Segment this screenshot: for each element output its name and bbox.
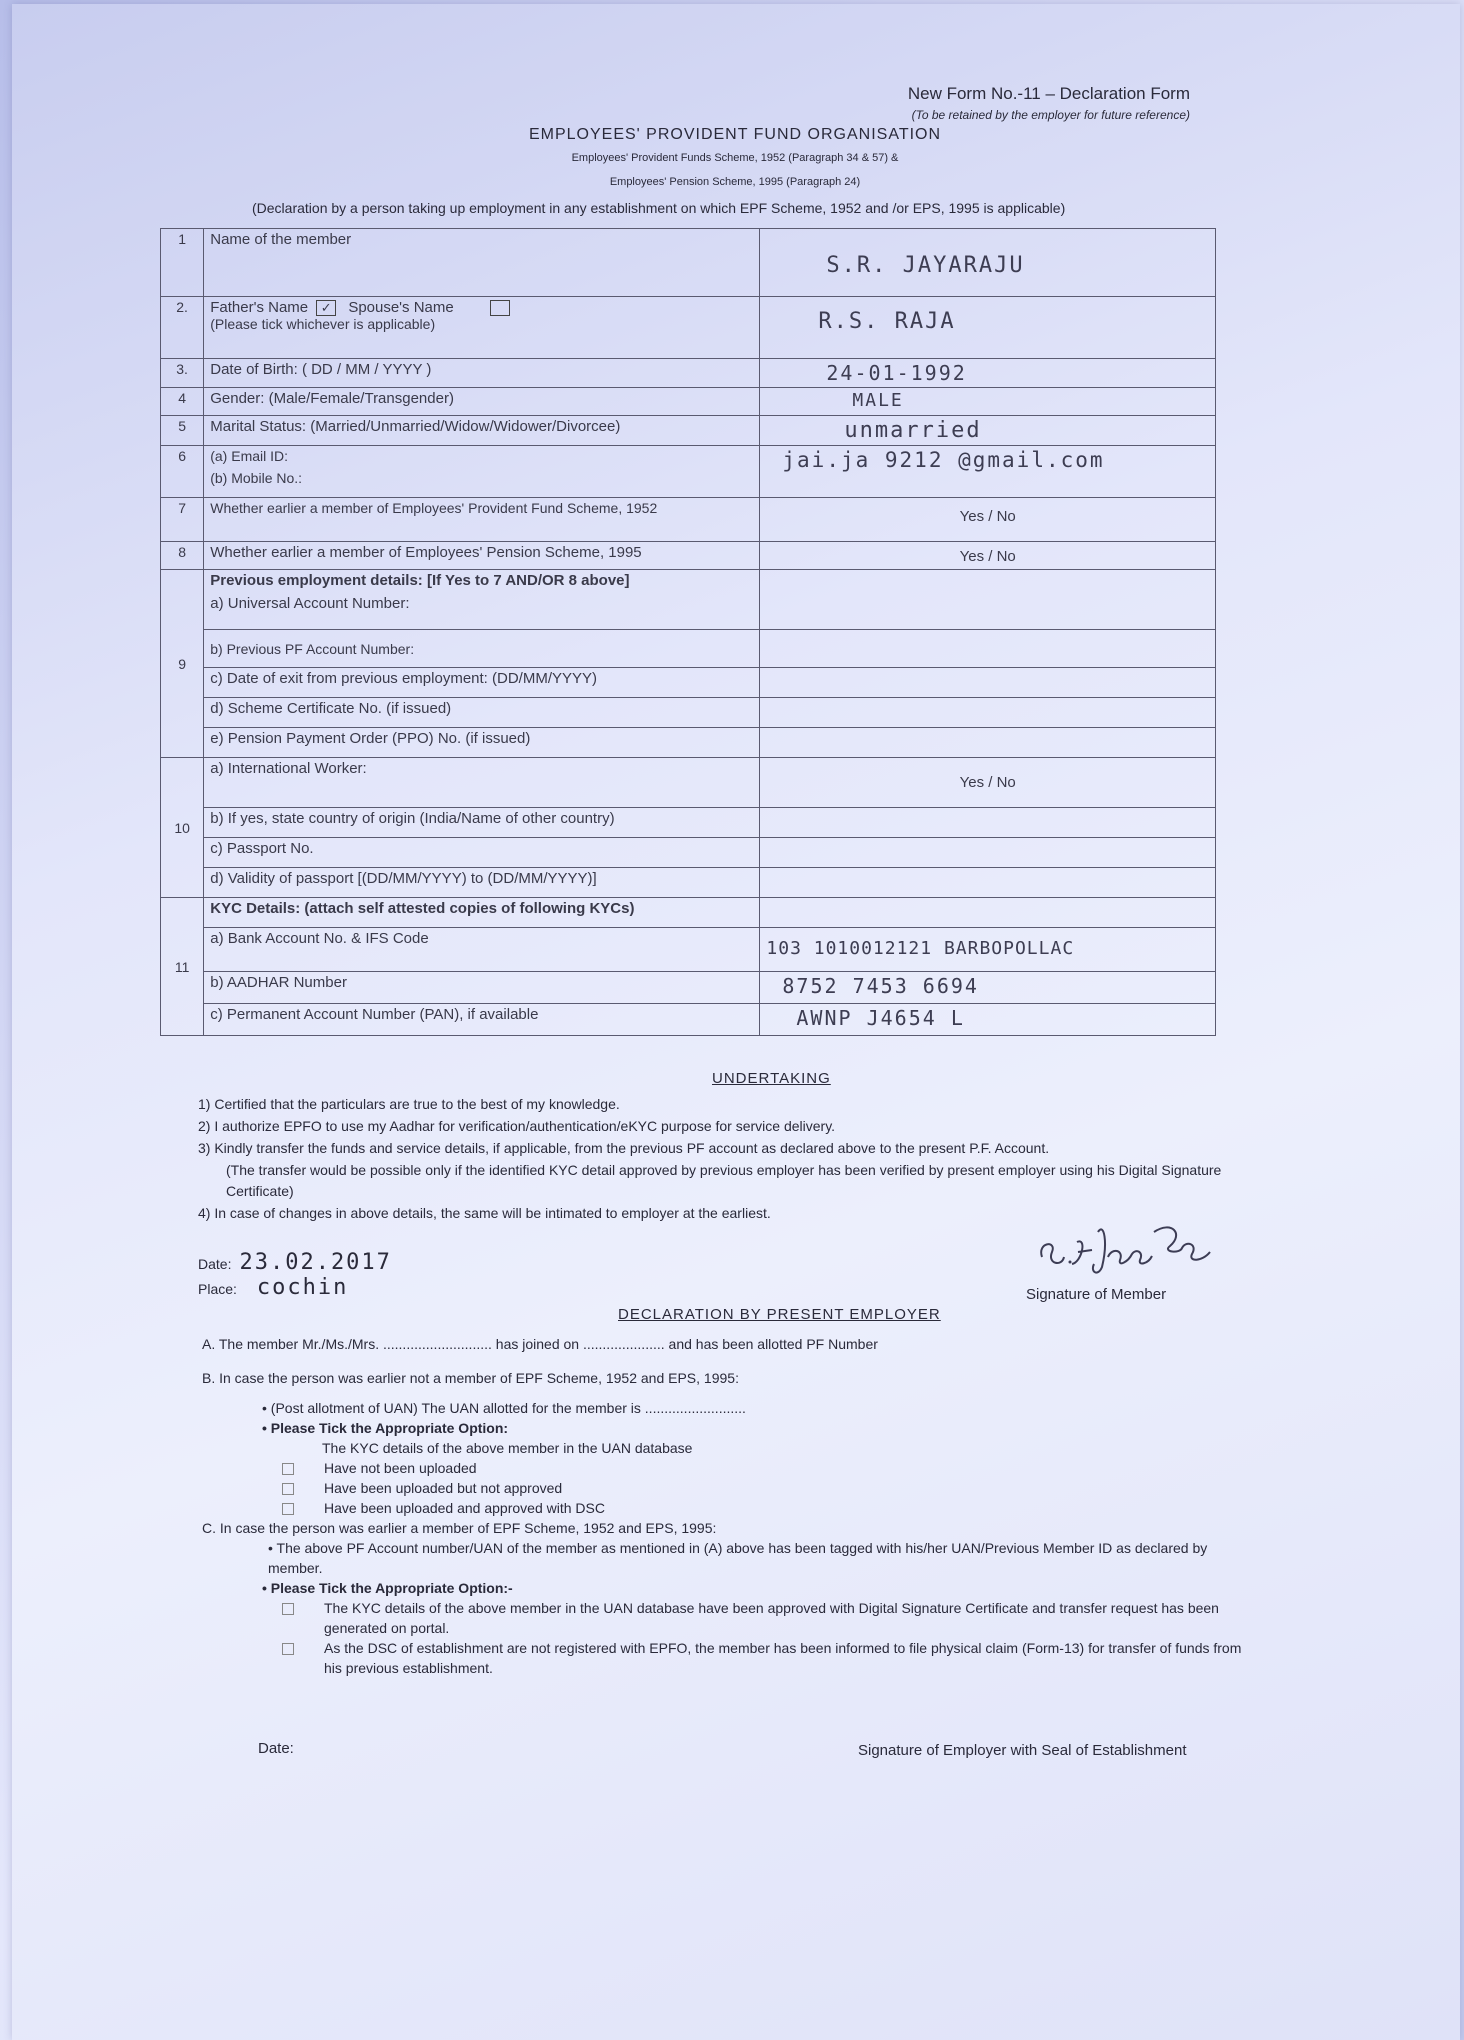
tick-option-heading: • Please Tick the Appropriate Option: xyxy=(262,1420,509,1436)
undertaking-item: 2) I authorize EPFO to use my Aadhar for verification/authentication/eKYC purpose for service delivery. xyxy=(198,1118,836,1134)
employer-item-b: B. In case the person was earlier not a member of EPF Scheme, 1952 and EPS, 1995: xyxy=(202,1370,739,1386)
scheme-line-1: Employees' Provident Funds Scheme, 1952 (Paragraph 34 & 57) & xyxy=(571,152,899,164)
undertaking-item: (The transfer would be possible only if the identified KYC detail approved by previous employer has been verified by present employer using his Digital Signature Certificate) xyxy=(226,1162,1222,1199)
international-worker-value: Yes / No xyxy=(959,774,1016,791)
passport-validity-label: d) Validity of passport [(DD/MM/YYYY) to (DD/MM/YYYY)] xyxy=(204,868,760,898)
aadhar-field[interactable] xyxy=(760,972,1216,1004)
member-place-label: Place: xyxy=(198,1281,237,1297)
passport-no-field[interactable] xyxy=(760,838,1216,868)
father-spouse-label xyxy=(204,297,760,359)
country-of-origin-label: b) If yes, state country of origin (India/Name of other country) xyxy=(204,808,760,838)
member-signature-label: Signature of Member xyxy=(1026,1286,1167,1303)
option-label: As the DSC of establishment are not registered with EPFO, the member has been informed to file physical claim (Form-13) for transfer of funds from his previous establishment. xyxy=(324,1640,1242,1676)
dob-value: 24-01-1992 xyxy=(826,361,967,385)
previous-employment-label xyxy=(204,570,760,630)
tagged-line: • The above PF Account number/UAN of the member as mentioned in (A) above has been tagged with his/her UAN/Previous Member ID as declared by member. xyxy=(268,1540,1208,1576)
exit-date-field[interactable] xyxy=(760,668,1216,698)
member-date-label: Date: xyxy=(198,1256,232,1272)
row-number: 9 xyxy=(161,570,204,758)
name-value: S.R. JAYARAJU xyxy=(826,253,1025,278)
spouse-name-label: Spouse's Name xyxy=(348,299,454,316)
dob-field[interactable] xyxy=(760,359,1216,388)
eps-member-value: Yes / No xyxy=(959,548,1016,565)
employer-date-label: Date: xyxy=(258,1740,294,1757)
name-label: Name of the member xyxy=(204,229,760,297)
father-name-field[interactable] xyxy=(760,297,1216,359)
passport-validity-field[interactable] xyxy=(760,868,1216,898)
aadhar-value: 8752 7453 6694 xyxy=(782,974,979,998)
gender-field[interactable] xyxy=(760,388,1216,416)
row-number: 11 xyxy=(161,898,204,1036)
epf-member-yes-no[interactable] xyxy=(760,498,1216,542)
previous-pf-field[interactable] xyxy=(760,630,1216,668)
option-label: Have been uploaded but not approved xyxy=(324,1480,563,1496)
declaration-line: (Declaration by a person taking up employment in any establishment on which EPF Scheme, 1952 and /or EPS, 1995 is applicable) xyxy=(252,200,1066,216)
name-field[interactable] xyxy=(760,229,1216,297)
tick-option-heading-c: • Please Tick the Appropriate Option:- xyxy=(262,1580,513,1596)
row-number: 4 xyxy=(161,388,204,416)
marital-status-label: Marital Status: (Married/Unmarried/Widow/Widower/Divorcee) xyxy=(204,416,760,446)
tick-note: (Please tick whichever is applicable) xyxy=(210,316,436,333)
member-signature xyxy=(1032,1212,1232,1282)
option-checkbox[interactable] xyxy=(282,1643,294,1655)
ppo-label: e) Pension Payment Order (PPO) No. (if issued) xyxy=(204,728,760,758)
spouse-checkbox[interactable] xyxy=(490,300,510,316)
option-checkbox[interactable] xyxy=(282,1483,294,1495)
scheme-line-2: Employees' Pension Scheme, 1995 (Paragraph 24) xyxy=(609,176,861,188)
row-number: 2. xyxy=(161,297,204,359)
uan-allotted-line: • (Post allotment of UAN) The UAN allotted for the member is .......................... xyxy=(262,1400,746,1416)
marital-status-field[interactable] xyxy=(760,416,1216,446)
pan-field[interactable] xyxy=(760,1004,1216,1036)
pan-value: AWNP J4654 L xyxy=(796,1006,965,1030)
international-worker-yes-no[interactable] xyxy=(760,758,1216,808)
row-number: 1 xyxy=(161,229,204,297)
option-checkbox[interactable] xyxy=(282,1463,294,1475)
undertaking-item: 4) In case of changes in above details, the same will be intimated to employer at the earliest. xyxy=(198,1205,771,1221)
kyc-database-line: The KYC details of the above member in the UAN database xyxy=(322,1440,693,1456)
employer-declaration-title: DECLARATION BY PRESENT EMPLOYER xyxy=(618,1306,941,1323)
row-number: 5 xyxy=(161,416,204,446)
previous-pf-label: b) Previous PF Account Number: xyxy=(204,630,760,668)
undertaking-title: UNDERTAKING xyxy=(712,1070,831,1087)
member-place-value: cochin xyxy=(256,1275,349,1300)
scheme-certificate-label: d) Scheme Certificate No. (if issued) xyxy=(204,698,760,728)
passport-no-label: c) Passport No. xyxy=(204,838,760,868)
email-label: (a) Email ID: xyxy=(210,448,289,464)
gender-value: MALE xyxy=(852,390,904,411)
member-date-value: 23.02.2017 xyxy=(239,1250,392,1275)
exit-date-label: c) Date of exit from previous employment: (DD/MM/YYYY) xyxy=(204,668,760,698)
undertaking-item: 3) Kindly transfer the funds and service details, if applicable, from the previous PF account as declared above to the present P.F. Account. xyxy=(198,1140,1050,1156)
kyc-heading-field xyxy=(760,898,1216,928)
pan-label: c) Permanent Account Number (PAN), if available xyxy=(204,1004,760,1036)
row-number: 8 xyxy=(161,542,204,570)
employer-signature-label: Signature of Employer with Seal of Establishment xyxy=(858,1742,1187,1759)
aadhar-label: b) AADHAR Number xyxy=(204,972,760,1004)
form-paper xyxy=(12,4,1460,2040)
row-number: 6 xyxy=(161,446,204,498)
uan-field[interactable] xyxy=(760,570,1216,630)
option-row[interactable] xyxy=(202,1638,1242,1678)
father-checkbox[interactable]: ✓ xyxy=(316,300,336,316)
employer-declaration xyxy=(202,1334,1242,1678)
contact-label xyxy=(204,446,760,498)
option-label: Have not been uploaded xyxy=(324,1460,477,1476)
mobile-label: (b) Mobile No.: xyxy=(210,470,303,486)
scheme-certificate-field[interactable] xyxy=(760,698,1216,728)
previous-employment-heading: Previous employment details: [If Yes to 7 AND/OR 8 above] xyxy=(210,572,630,589)
kyc-heading: KYC Details: (attach self attested copies of following KYCs) xyxy=(204,898,760,928)
epf-member-label: Whether earlier a member of Employees' Provident Fund Scheme, 1952 xyxy=(204,498,760,542)
form-number: New Form No.-11 – Declaration Form xyxy=(907,84,1190,103)
eps-member-label: Whether earlier a member of Employees' Pension Scheme, 1995 xyxy=(204,542,760,570)
row-number: 7 xyxy=(161,498,204,542)
marital-status-value: unmarried xyxy=(844,418,982,443)
option-label: The KYC details of the above member in the UAN database have been approved with Digital Signature Certificate and transfer request has been generated on portal. xyxy=(324,1600,1219,1636)
dob-label: Date of Birth: ( DD / MM / YYYY ) xyxy=(204,359,760,388)
bank-account-field[interactable] xyxy=(760,928,1216,972)
option-checkbox[interactable] xyxy=(282,1503,294,1515)
email-value: jai.ja 9212 @gmail.com xyxy=(782,448,1105,472)
ppo-field[interactable] xyxy=(760,728,1216,758)
email-field[interactable] xyxy=(760,446,1216,498)
option-row[interactable] xyxy=(202,1478,1242,1498)
employer-item-c: C. In case the person was earlier a member of EPF Scheme, 1952 and EPS, 1995: xyxy=(202,1520,717,1536)
country-of-origin-field[interactable] xyxy=(760,808,1216,838)
row-number: 10 xyxy=(161,758,204,898)
epf-member-value: Yes / No xyxy=(959,508,1016,525)
row-number: 3. xyxy=(161,359,204,388)
organisation-title: EMPLOYEES' PROVIDENT FUND ORGANISATION xyxy=(528,126,942,143)
eps-member-yes-no[interactable] xyxy=(760,542,1216,570)
undertaking-item: 1) Certified that the particulars are true to the best of my knowledge. xyxy=(198,1096,620,1112)
bank-account-label: a) Bank Account No. & IFS Code xyxy=(204,928,760,972)
uan-label: a) Universal Account Number: xyxy=(210,595,410,612)
option-row[interactable] xyxy=(202,1598,1242,1638)
international-worker-label: a) International Worker: xyxy=(204,758,760,808)
gender-label: Gender: (Male/Female/Transgender) xyxy=(204,388,760,416)
undertaking-list xyxy=(198,1094,1238,1225)
option-label: Have been uploaded and approved with DSC xyxy=(324,1500,605,1516)
member-details-table xyxy=(160,228,1216,1036)
father-name-label: Father's Name xyxy=(210,299,309,316)
retained-note: (To be retained by the employer for future reference) xyxy=(911,108,1190,122)
option-checkbox[interactable] xyxy=(282,1603,294,1615)
bank-account-value: 103 1010012121 BARBOPOLLAC xyxy=(766,938,1075,959)
member-date-place xyxy=(198,1250,392,1300)
employer-item-a: A. The member Mr./Ms./Mrs. ............................ has joined on ..................... and has been allotted PF Number xyxy=(202,1336,878,1352)
option-row[interactable] xyxy=(202,1498,1242,1518)
father-name-value: R.S. RAJA xyxy=(818,309,956,334)
option-row[interactable] xyxy=(202,1458,1242,1478)
